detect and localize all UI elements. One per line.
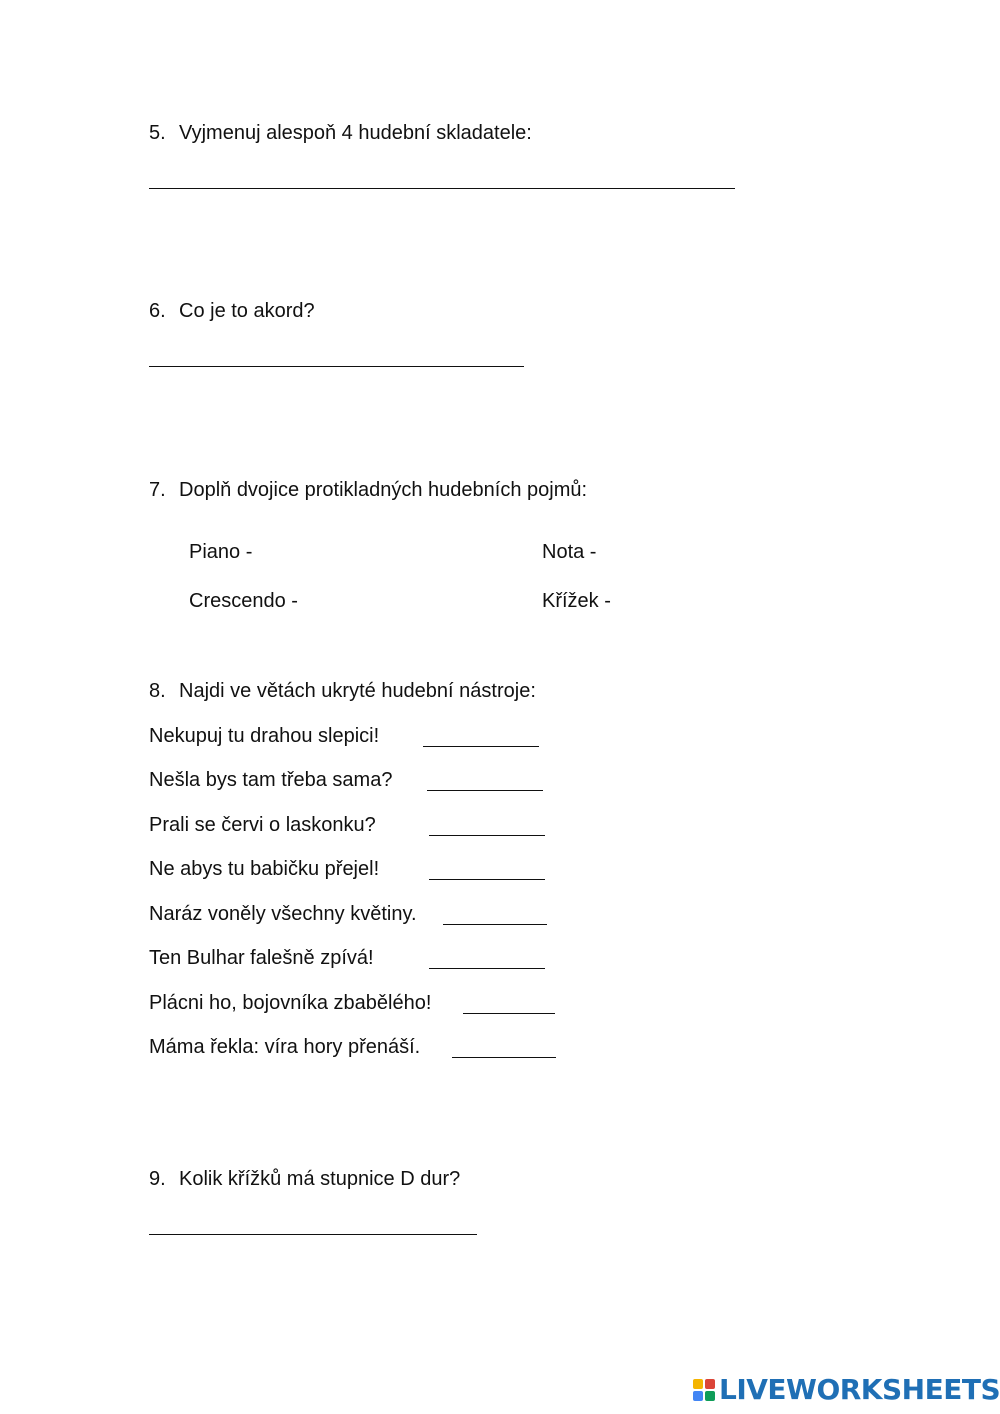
sentence-1-text: Nekupuj tu drahou slepici! — [149, 725, 380, 747]
sentence-4-text: Ne abys tu babičku přejel! — [149, 858, 380, 880]
question-5-number: 5. — [149, 122, 166, 144]
answer-line-q5[interactable] — [149, 188, 735, 189]
sentence-5 — [149, 902, 417, 926]
answer-line-q6[interactable] — [149, 366, 524, 367]
sentence-3 — [149, 813, 376, 837]
question-5 — [149, 121, 532, 145]
sentence-4 — [149, 857, 379, 881]
answer-blank-7[interactable] — [463, 995, 555, 1014]
sentence-1 — [149, 724, 379, 748]
logo-block-red — [705, 1379, 715, 1389]
question-8 — [149, 679, 536, 703]
question-5-text: Vyjmenuj alespoň 4 hudební skladatele: — [179, 122, 532, 144]
answer-blank-2[interactable] — [427, 772, 543, 791]
sentence-2-text: Nešla bys tam třeba sama? — [149, 769, 393, 791]
logo-block-blue — [693, 1391, 703, 1401]
question-7-text: Doplň dvojice protikladných hudebních pojmů: — [179, 479, 588, 501]
logo-text: LIVEWORKSHEETS — [719, 1373, 1000, 1406]
pair-term-crescendo: Crescendo - — [189, 590, 298, 612]
question-6 — [149, 299, 315, 323]
logo-block-yellow — [693, 1379, 703, 1389]
pair-term-krizek: Křížek - — [542, 590, 611, 612]
question-9 — [149, 1167, 460, 1191]
answer-blank-8[interactable] — [452, 1039, 556, 1058]
logo-block-green — [705, 1391, 715, 1401]
answer-blank-6[interactable] — [429, 950, 545, 969]
question-9-text: Kolik křížků má stupnice D dur? — [179, 1168, 461, 1190]
sentence-8 — [149, 1035, 420, 1059]
question-7 — [149, 478, 587, 502]
answer-line-q9[interactable] — [149, 1234, 477, 1235]
question-6-number: 6. — [149, 300, 166, 322]
question-7-number: 7. — [149, 479, 166, 501]
question-9-number: 9. — [149, 1168, 166, 1190]
sentence-5-text: Naráz voněly všechny květiny. — [149, 903, 417, 925]
logo-blocks-icon — [693, 1379, 715, 1401]
sentence-3-text: Prali se červi o laskonku? — [149, 814, 376, 836]
sentence-6 — [149, 946, 374, 970]
sentence-2 — [149, 768, 392, 792]
answer-blank-3[interactable] — [429, 817, 545, 836]
sentence-6-text: Ten Bulhar falešně zpívá! — [149, 947, 374, 969]
question-8-text: Najdi ve větách ukryté hudební nástroje: — [179, 680, 536, 702]
sentence-7-text: Plácni ho, bojovníka zbabělého! — [149, 992, 432, 1014]
question-8-number: 8. — [149, 680, 166, 702]
answer-blank-1[interactable] — [423, 728, 539, 747]
liveworksheets-logo — [693, 1374, 1000, 1406]
answer-blank-5[interactable] — [443, 906, 547, 925]
pair-term-nota: Nota - — [542, 541, 597, 563]
sentence-7 — [149, 991, 431, 1015]
pair-term-piano: Piano - — [189, 541, 253, 563]
sentence-8-text: Máma řekla: víra hory přenáší. — [149, 1036, 421, 1058]
answer-blank-4[interactable] — [429, 861, 545, 880]
question-6-text: Co je to akord? — [179, 300, 315, 322]
